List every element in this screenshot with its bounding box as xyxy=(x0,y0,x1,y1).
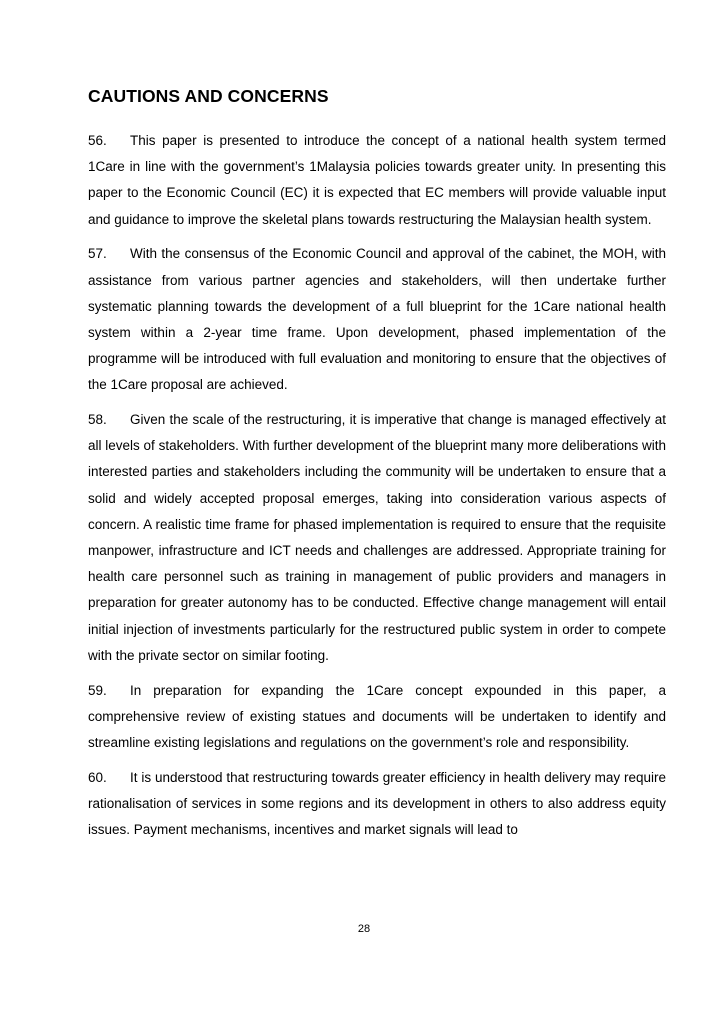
paragraph-text: It is understood that restructuring towards greater efficiency in health delivery may require rationalisation of services in some regions and its development in others to also address equity issues. Payment mechanisms, incentives and market signals will lead to xyxy=(88,769,666,838)
paragraph-56 xyxy=(88,128,666,233)
paragraph-number: 56. xyxy=(88,133,107,148)
paragraph-60 xyxy=(88,765,666,844)
paragraph-text: Given the scale of the restructuring, it is imperative that change is managed effectively at all levels of stakeholders. With further development of the blueprint many more deliberations with interested parties and stakeholders including the community will be undertaken to ensure that a solid and widely accepted proposal emerges, taking into consideration various aspects of concern. A realistic time frame for phased implementation is required to ensure that the requisite manpower, infrastructure and ICT needs and challenges are addressed. Appropriate training for health care personnel such as training in management of public providers and managers in preparation for greater autonomy has to be conducted. Effective change management will entail initial injection of investments particularly for the restructured public system in order to compete with the private sector on similar footing. xyxy=(88,412,666,663)
paragraph-57 xyxy=(88,241,666,398)
paragraph-number: 60. xyxy=(88,769,107,785)
paragraph-58 xyxy=(88,407,666,669)
paragraph-text: In preparation for expanding the 1Care concept expounded in this paper, a comprehensive review of existing statues and documents will be undertaken to identify and streamline existing legislations and regulations on the government’s role and responsibility. xyxy=(88,682,666,750)
paragraph-number: 59. xyxy=(88,682,107,698)
paragraph-text: This paper is presented to introduce the concept of a national health system termed 1Care in line with the government’s 1Malaysia policies towards greater unity. In presenting this paper to the Economic Council (EC) it is expected that EC members will provide valuable input and guidance to improve the skeletal plans towards restructuring the Malaysian health system. xyxy=(88,133,666,227)
section-heading: CAUTIONS AND CONCERNS xyxy=(88,86,329,106)
paragraph-59 xyxy=(88,678,666,757)
page-number: 28 xyxy=(357,923,371,935)
paragraph-number: 58. xyxy=(88,412,107,428)
document-page xyxy=(88,84,666,852)
paragraph-number: 57. xyxy=(88,246,107,262)
paragraph-text: With the consensus of the Economic Council and approval of the cabinet, the MOH, with assistance from various partner agencies and stakeholders, will then undertake further systematic planning towards the development of a full blueprint for the 1Care national health system within a 2-year time frame. Upon development, phased implementation of the programme will be introduced with full evaluation and monitoring to ensure that the objectives of the 1Care proposal are achieved. xyxy=(88,246,666,393)
